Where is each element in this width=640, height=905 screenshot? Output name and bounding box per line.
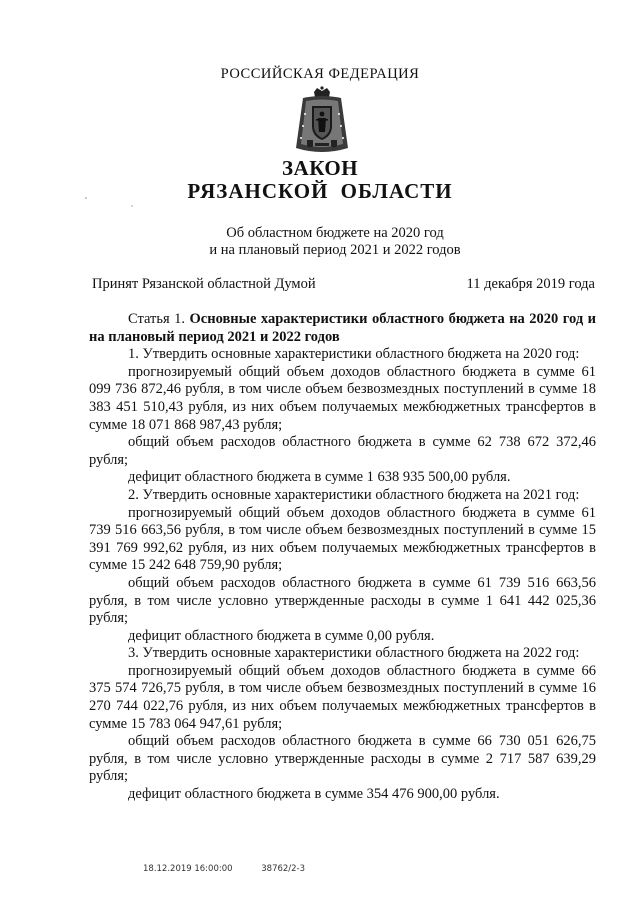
paragraph: дефицит областного бюджета в сумме 0,00 рубля. xyxy=(128,627,435,644)
paragraph: дефицит областного бюджета в сумме 1 638 935 500,00 рубля. xyxy=(128,469,511,486)
paragraph: прогнозируемый общий объем доходов областного бюджета в сумме 61 739 516 663,56 рубля, в том числе объем безвозмездных поступлений в сумме 15 391 769 992,62 рубля, из них объем получаемых межбюджетных трансфертов в сумме 15 242 648 759,90 рубля; xyxy=(89,504,596,574)
paragraph: общий объем расходов областного бюджета в сумме 61 739 516 663,56 рубля, в том числе условно утвержденные расходы в сумме 1 641 442 025,36 рубля; xyxy=(89,574,596,627)
law-body xyxy=(89,311,596,804)
paragraph: 2. Утвердить основные характеристики областного бюджета на 2021 год: xyxy=(128,486,580,503)
paragraph: общий объем расходов областного бюджета в сумме 62 738 672 372,46 рубля; xyxy=(89,434,596,468)
adopted-by: Принят Рязанской областной Думой xyxy=(92,276,316,292)
paragraph: прогнозируемый общий объем доходов областного бюджета в сумме 66 375 574 726,75 рубля, в том числе объем безвозмездных поступлений в сумме 16 270 744 022,76 рубля, из них объем получаемых межбюджетных трансфертов в сумме 15 783 064 947,61 рубля; xyxy=(89,662,596,732)
document-footer xyxy=(143,864,331,874)
paragraph: дефицит областного бюджета в сумме 354 476 900,00 рубля. xyxy=(128,786,500,803)
article-heading xyxy=(89,311,596,346)
scan-specks xyxy=(80,192,140,212)
paragraph: 1. Утвердить основные характеристики областного бюджета на 2020 год: xyxy=(128,346,580,363)
region-title: РЯЗАНСКОЙ ОБЛАСТИ xyxy=(187,179,453,203)
paragraph: общий объем расходов областного бюджета в сумме 66 730 051 626,75 рубля, в том числе условно утвержденные расходы в сумме 2 717 587 639,29 рубля; xyxy=(89,733,596,785)
footer-doc-number: 38762/2-3 xyxy=(261,864,306,874)
footer-timestamp: 18.12.2019 16:00:00 xyxy=(143,864,233,874)
paragraph: 3. Утвердить основные характеристики областного бюджета на 2022 год: xyxy=(128,645,580,662)
subtitle-line-1: Об областном бюджете на 2020 год xyxy=(226,225,444,241)
article-title: Основные характеристики областного бюджета на 2020 год и на плановый период 2021 и 2022 годов xyxy=(89,311,596,345)
country-name: РОССИЙСКАЯ ФЕДЕРАЦИЯ xyxy=(220,66,420,82)
law-subtitle xyxy=(0,225,640,259)
paragraph: прогнозируемый общий объем доходов областного бюджета в сумме 61 099 736 872,46 рубля, в том числе объем безвозмездных поступлений в сумме 18 383 451 510,43 рубля, из них объем получаемых межбюджетных трансфертов в сумме 18 071 868 987,43 рубля; xyxy=(89,363,596,433)
adoption-date: 11 декабря 2019 года xyxy=(466,276,595,292)
coat-of-arms-icon xyxy=(293,86,351,156)
article-label: Статья 1. xyxy=(128,311,190,327)
law-title: ЗАКОН xyxy=(281,156,359,180)
subtitle-line-2: и на плановый период 2021 и 2022 годов xyxy=(209,242,461,258)
adoption-line xyxy=(92,276,595,293)
